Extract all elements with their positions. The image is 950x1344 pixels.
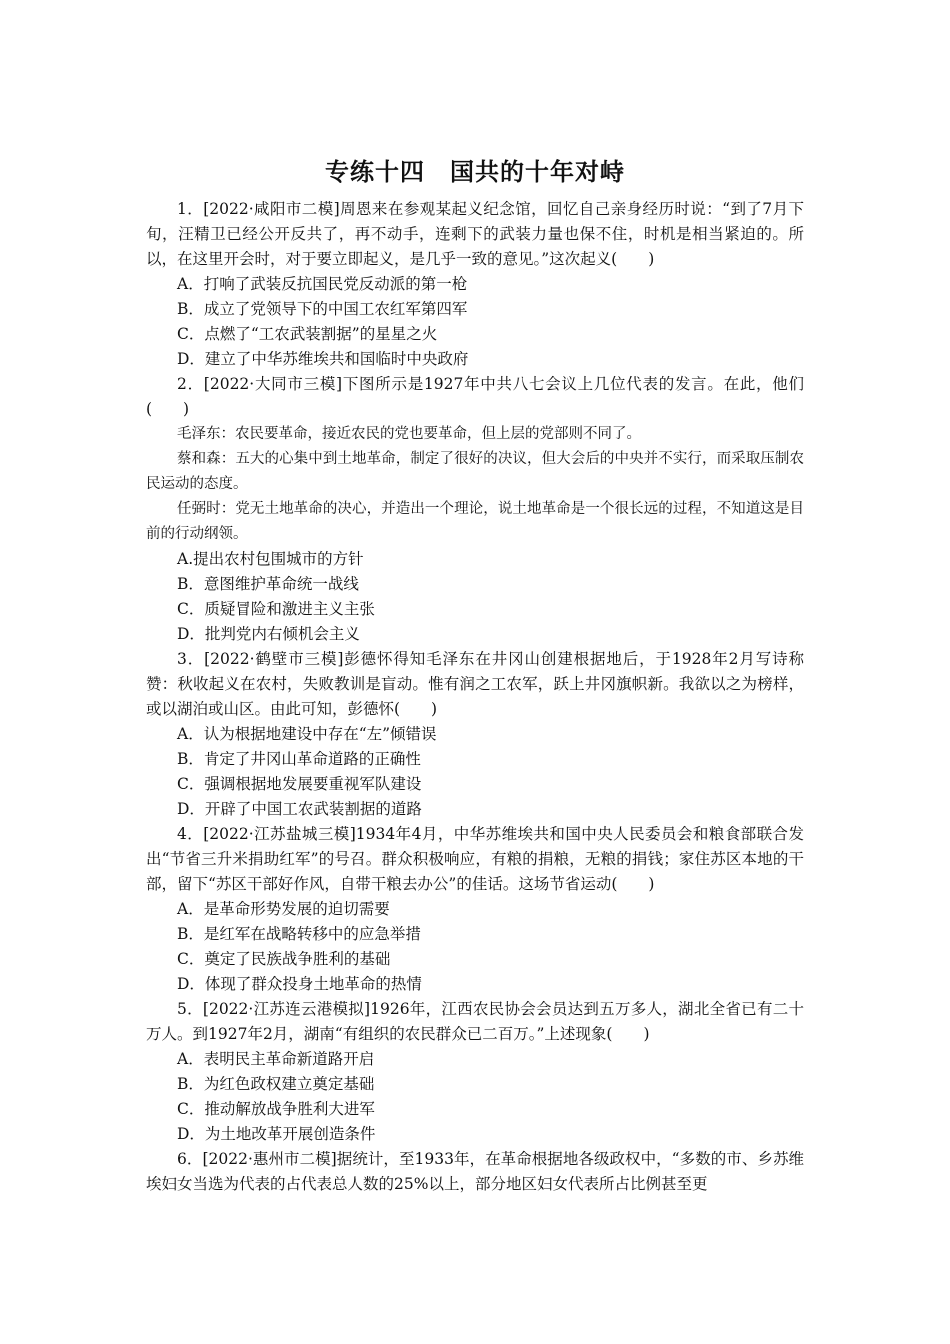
option-a: A．打响了武装反抗国民党反动派的第一枪	[177, 275, 468, 293]
question-5	[146, 997, 804, 1147]
option-b: B．肯定了井冈山革命道路的正确性	[177, 750, 421, 768]
option-b: B．成立了党领导下的中国工农红军第四军	[177, 300, 468, 318]
question-stem: 2．[2022·大同市三模]下图所示是1927年中共八七会议上几位代表的发言。在此，他们( )	[146, 375, 804, 418]
question-stem: 5．[2022·江苏连云港模拟]1926年，江西农民协会会员达到五万多人，湖北全省已有二十万人。到1927年2月，湖南“有组织的农民群众已二百万。”上述现象( )	[146, 1000, 804, 1043]
option-a: A．认为根据地建设中存在“左”倾错误	[177, 725, 437, 743]
option-c: C．推动解放战争胜利大进军	[177, 1100, 375, 1118]
option-b: B．为红色政权建立奠定基础	[177, 1075, 375, 1093]
question-stem: 6．[2022·惠州市二模]据统计，至1933年，在革命根据地各级政权中，“多数的市、乡苏维埃妇女当选为代表的占代表总人数的25%以上，部分地区妇女代表所占比例甚至更	[146, 1150, 804, 1193]
quote-cai-hesen: 蔡和森：五大的心集中到土地革命，制定了很好的决议，但大会后的中央并不实行，而采取压制农民运动的态度。	[146, 451, 804, 492]
option-d: D．体现了群众投身土地革命的热情	[177, 975, 422, 993]
option-d: D．为土地改革开展创造条件	[177, 1125, 376, 1143]
question-stem: 4．[2022·江苏盐城三模]1934年4月，中华苏维埃共和国中央人民委员会和粮食部联合发出“节省三升米捐助红军”的号召。群众积极响应，有粮的捐粮，无粮的捐钱；家住苏区本地的干部，留下“苏区干部好作风，自带干粮去办公”的佳话。这场节省运动( )	[146, 825, 804, 893]
quote-mao-zedong: 毛泽东：农民要革命，接近农民的党也要革命，但上层的党部则不同了。	[177, 426, 641, 442]
question-6	[146, 1147, 804, 1197]
option-d: D．开辟了中国工农武装割据的道路	[177, 800, 422, 818]
option-a: A．是革命形势发展的迫切需要	[177, 900, 390, 918]
option-c: C．奠定了民族战争胜利的基础	[177, 950, 391, 968]
option-c: C．强调根据地发展要重视军队建设	[177, 775, 422, 793]
question-3	[146, 647, 804, 822]
option-a: A.提出农村包围城市的方针	[177, 550, 364, 568]
question-stem: 3．[2022·鹤壁市三模]彭德怀得知毛泽东在井冈山创建根据地后，于1928年2月写诗称赞：秋收起义在农村，失败教训是盲动。惟有润之工农军，跃上井冈旗帜新。我欲以之为榜样，或以湖泊或山区。由此可知，彭德怀( )	[146, 650, 804, 718]
option-b: B．是红军在战略转移中的应急举措	[177, 925, 421, 943]
option-c: C．质疑冒险和激进主义主张	[177, 600, 375, 618]
question-2	[146, 372, 804, 647]
question-4	[146, 822, 804, 997]
option-d: D．建立了中华苏维埃共和国临时中央政府	[177, 350, 469, 368]
question-1	[146, 197, 804, 372]
page-title: 专练十四 国共的十年对峙	[325, 158, 625, 186]
option-d: D．批判党内右倾机会主义	[177, 625, 360, 643]
option-a: A．表明民主革命新道路开启	[177, 1050, 375, 1068]
option-c: C．点燃了“工农武装割据”的星星之火	[177, 325, 438, 343]
question-list	[146, 197, 804, 1197]
quote-ren-bishi: 任弼时：党无土地革命的决心，并造出一个理论，说土地革命是一个很长远的过程，不知道这是目前的行动纲领。	[146, 501, 804, 542]
question-stem: 1．[2022·咸阳市二模]周恩来在参观某起义纪念馆，回忆自己亲身经历时说：“到了7月下旬，汪精卫已经公开反共了，再不动手，连剩下的武装力量也保不住，时机是相当紧迫的。所以，在这里开会时，对于要立即起义，是几乎一致的意见。”这次起义( )	[146, 200, 804, 268]
option-b: B．意图维护革命统一战线	[177, 575, 359, 593]
